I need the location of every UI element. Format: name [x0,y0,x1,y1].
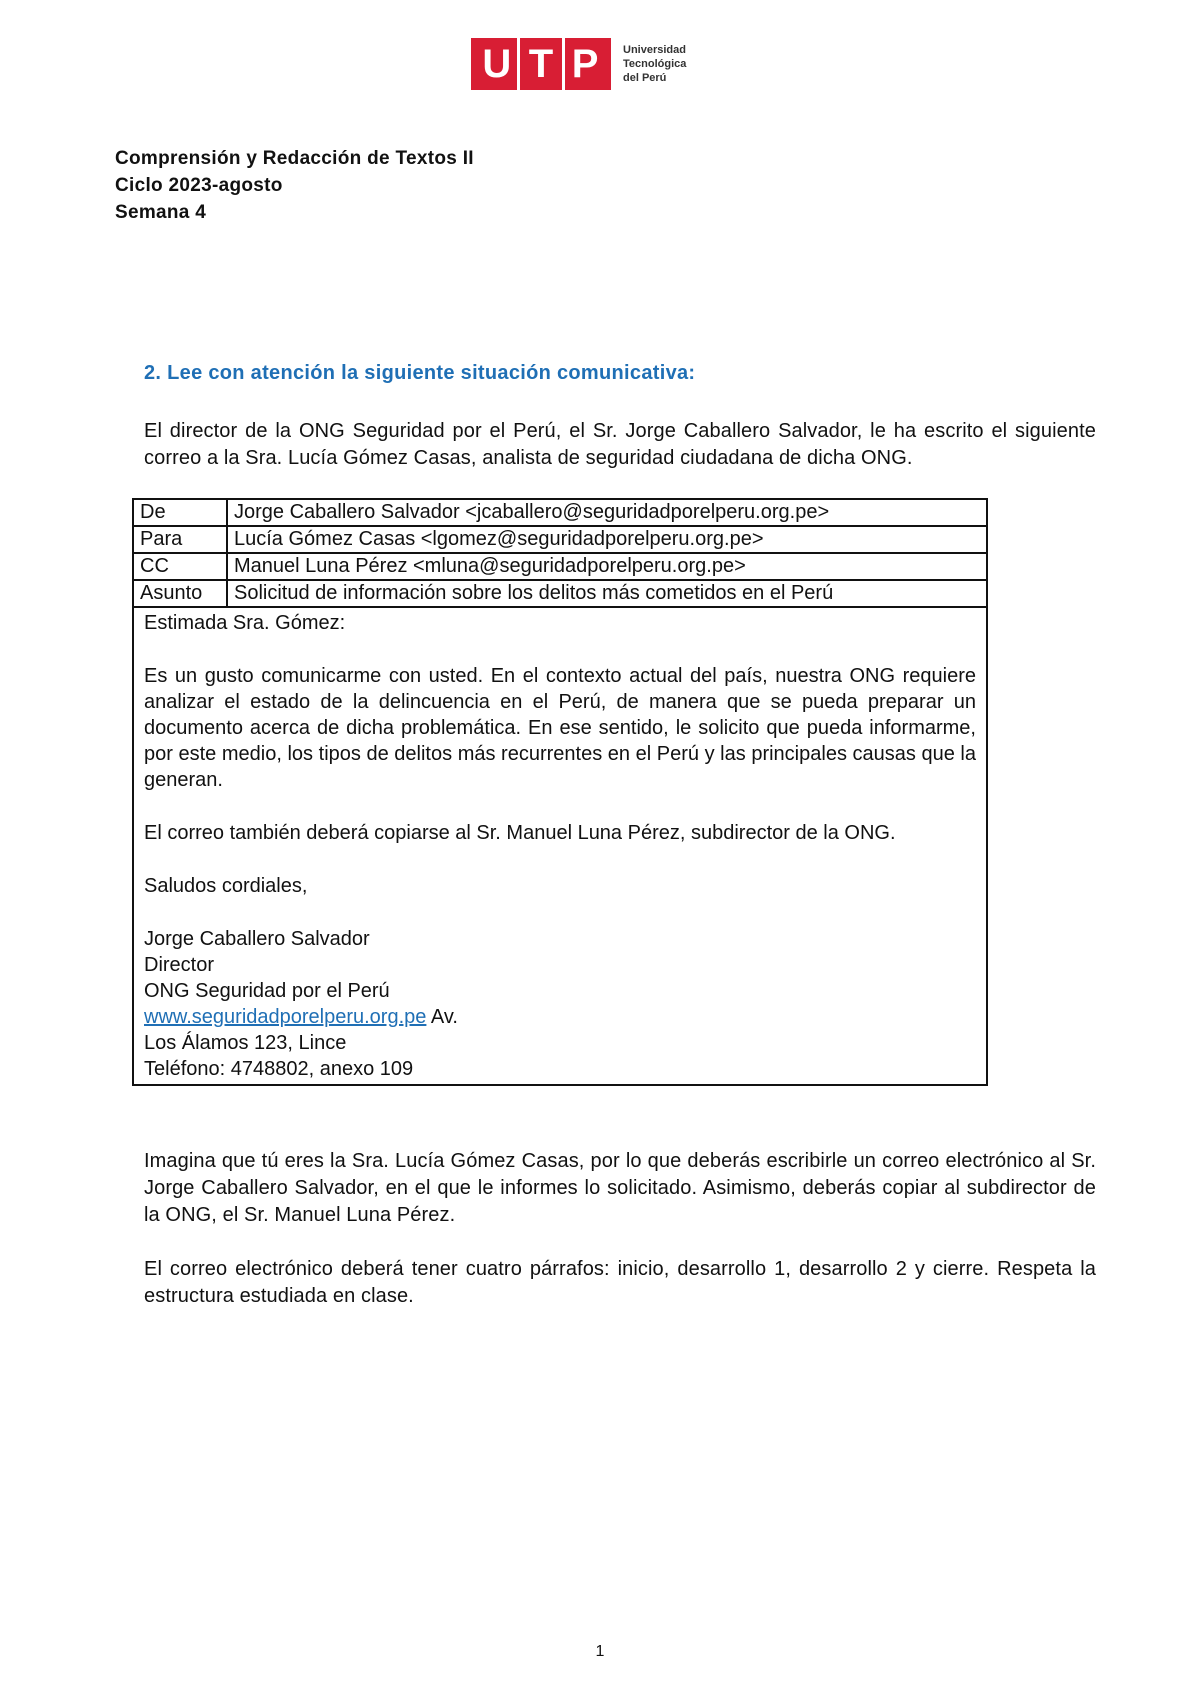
email-table [132,498,988,1086]
intro-paragraph: El director de la ONG Seguridad por el Perú, el Sr. Jorge Caballero Salvador, le ha escrito el siguiente correo a la Sra. Lucía Gómez Casas, analista de seguridad ciudadana de dicha ONG. [144,420,1096,469]
logo-wordmark [623,43,686,85]
page-number: 1 [595,1643,605,1660]
logo-letter-u: U [482,42,512,86]
logo-letter-p: P [571,42,599,86]
logo-letter-t: T [528,42,554,86]
email-label: CC [133,553,227,580]
email-closing: Saludos cordiales, [144,875,308,897]
email-body-row [133,607,987,1085]
website-link[interactable]: www.seguridadporelperu.org.pe [144,1006,427,1028]
signature-address: Los Álamos 123, Lince [144,1032,347,1054]
logo-text-line: Universidad [623,44,686,56]
email-value: Lucía Gómez Casas <lgomez@seguridadporelperu.org.pe> [227,526,987,553]
course-title: Comprensión y Redacción de Textos II [115,148,474,169]
utp-logo-mark [471,38,611,90]
utp-logo [471,38,686,90]
email-label: Para [133,526,227,553]
signature-name: Jorge Caballero Salvador [144,928,370,950]
email-row-from [133,499,987,526]
logo-text-line: del Perú [623,72,667,84]
logo-separator [562,38,565,90]
week-label: Semana 4 [115,202,207,223]
section-title: 2. Lee con atención la siguiente situación comunicativa: [144,362,696,384]
email-greeting: Estimada Sra. Gómez: [144,612,346,634]
logo-text-line: Tecnológica [623,58,687,70]
signature-website-line [144,1004,976,1030]
document-header [115,145,474,226]
email-row-to [133,526,987,553]
instruction-paragraph-2: El correo electrónico deberá tener cuatro párrafos: inicio, desarrollo 1, desarrollo 2 y cierre. Respeta la estructura estudiada en clase. [144,1258,1096,1307]
email-paragraph-2: El correo también deberá copiarse al Sr. Manuel Luna Pérez, subdirector de la ONG. [144,822,896,844]
email-paragraph-1: Es un gusto comunicarme con usted. En el contexto actual del país, nuestra ONG requiere analizar el estado de la delincuencia en el Perú, de manera que se pueda preparar un documento acerca de dicha problemática. En ese sentido, le solicito que pueda informarme, por este medio, los tipos de delitos más recurrentes en el Perú y las principales causas que la generan. [144,665,976,791]
email-value: Solicitud de información sobre los delitos más cometidos en el Perú [227,580,987,607]
signature-phone: Teléfono: 4748802, anexo 109 [144,1058,414,1080]
signature-role: Director [144,954,215,976]
email-value: Manuel Luna Pérez <mluna@seguridadporelperu.org.pe> [227,553,987,580]
address-start: Av. [426,1006,458,1028]
email-label: Asunto [133,580,227,607]
email-label: De [133,499,227,526]
email-body [133,607,987,1085]
signature-org: ONG Seguridad por el Perú [144,980,390,1002]
email-row-cc [133,553,987,580]
email-row-subject [133,580,987,607]
instruction-paragraph-1: Imagina que tú eres la Sra. Lucía Gómez Casas, por lo que deberás escribirle un correo electrónico al Sr. Jorge Caballero Salvador, en el que le informes lo solicitado. Asimismo, deberás copiar al subdirector de la ONG, el Sr. Manuel Luna Pérez. [144,1150,1096,1226]
cycle-label: Ciclo 2023-agosto [115,175,283,196]
email-value: Jorge Caballero Salvador <jcaballero@seguridadporelperu.org.pe> [227,499,987,526]
logo-separator [517,38,520,90]
